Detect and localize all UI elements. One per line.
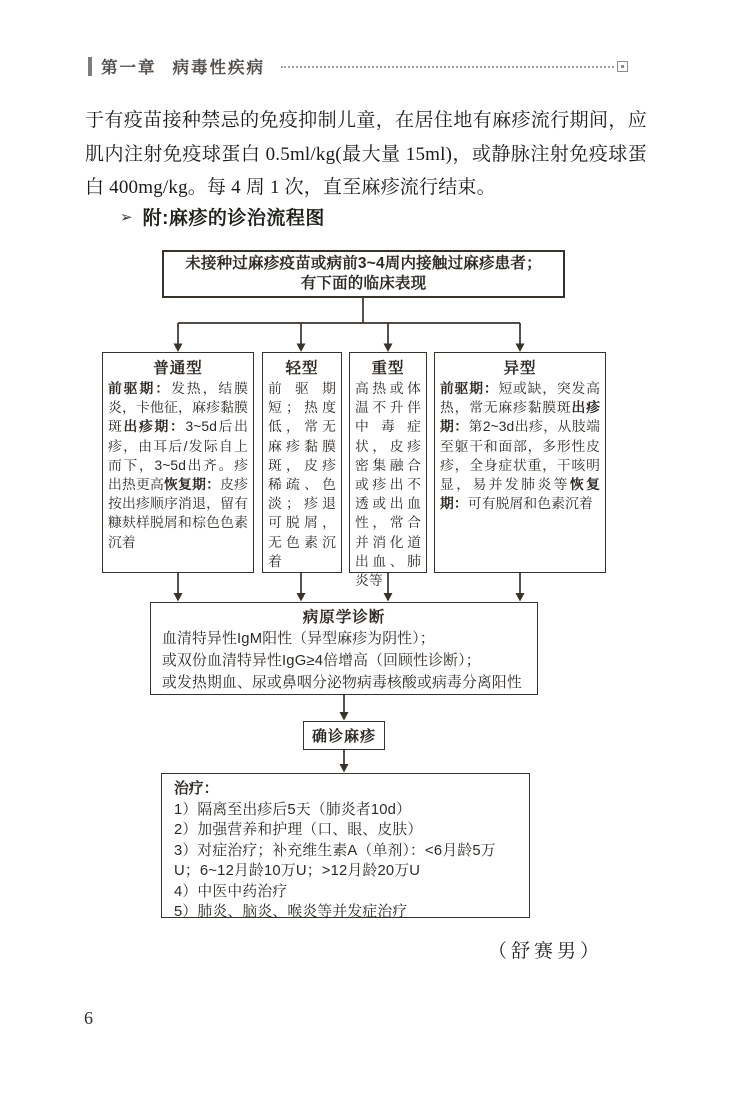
stage-text: 前驱期短；热度低，常无麻疹黏膜斑，皮疹稀疏、色淡；疹退可脱屑，无色素沉着 [268, 381, 336, 569]
author-attribution: （舒赛男） [487, 941, 603, 962]
chapter-title: 病毒性疾病 [172, 59, 265, 77]
stage-label: 前驱期： [108, 381, 172, 396]
stage-label: 出疹期： [440, 400, 600, 435]
treatment-item: 5）肺炎、脑炎、喉炎等并发症治疗 [174, 904, 408, 920]
type-body [108, 379, 248, 552]
type-body [268, 379, 336, 571]
attachment-title: 附:麻疹的诊治流程图 [142, 208, 325, 229]
treatment-box [161, 773, 530, 918]
arrow-bullet-icon: ➢ [120, 208, 133, 226]
type-title: 异型 [503, 360, 537, 377]
type-box-atypical [434, 352, 606, 573]
chapter-marker-bar [88, 57, 92, 76]
attachment-heading [120, 203, 325, 230]
entry-line-2: 有下面的临床表现 [300, 275, 427, 292]
diagnosis-line: 或发热期血、尿或鼻咽分泌物病毒核酸或病毒分离阳性 [162, 675, 522, 691]
chapter-header [88, 54, 628, 78]
intro-paragraph: 于有疫苗接种禁忌的免疫抑制儿童，在居住地有麻疹流行期间，应肌内注射免疫球蛋白 0.5ml/kg(最大量 15ml)，或静脉注射免疫球蛋白 400mg/kg。每 4 周 1 次，直至麻疹流行结束。 [85, 110, 647, 198]
stage-label: 前驱期： [440, 381, 499, 396]
stage-text: 皮疹按出疹顺序消退，留有糠麸样脱屑和棕色色素沉着 [108, 477, 249, 550]
type-box-common [102, 352, 254, 573]
diagnosis-line: 血清特异性IgM阳性（异型麻疹为阴性）； [162, 631, 435, 647]
type-body [355, 379, 421, 590]
treatment-item: 3）对症治疗；补充维生素A（单剂）：<6月龄5万U；6~12月龄10万U；>12月龄20万U [174, 842, 496, 879]
dotted-rule [281, 66, 614, 68]
stage-text: 高热或体温不升伴中毒症状，皮疹密集融合或疹出不透或出血性，常合并消化道出血、肺炎等 [355, 381, 421, 589]
stage-text: 3~5d后出疹，由耳后/发际自上而下，3~5d出齐。疹出热更高 [108, 419, 248, 493]
flowchart-entry-box [162, 250, 565, 298]
type-title: 轻型 [285, 360, 319, 377]
flowchart [0, 245, 730, 937]
treatment-label: 治疗： [174, 781, 219, 797]
type-body [440, 379, 600, 513]
entry-line-1: 未接种过麻疹疫苗或病前3~4周内接触过麻疹患者； [185, 254, 542, 272]
stage-label: 恢复期： [164, 477, 221, 493]
stage-text: 短或缺，突发高热，常无麻疹黏膜斑 [440, 381, 600, 416]
chapter-number: 第一章 [101, 59, 157, 77]
square-dot-ornament-icon [617, 61, 628, 72]
stage-label: 出疹期： [123, 419, 186, 435]
treatment-item: 4）中医中药治疗 [174, 883, 288, 900]
diagnosis-title: 病原学诊断 [302, 609, 386, 626]
stage-label: 恢复期： [440, 477, 600, 512]
stage-text: 发热，结膜炎，卡他征，麻疹黏膜斑 [108, 381, 249, 435]
treatment-item: 1）隔离至出疹后5天（肺炎者10d） [174, 801, 412, 818]
confirm-diagnosis-box: 确诊麻疹 [303, 721, 385, 750]
stage-text: 第2~3d出疹，从肢端至躯干和面部，多形性皮疹，全身症状重，干咳明显，易并发肺炎等 [440, 419, 600, 493]
stage-text: 可有脱屑和色素沉着 [467, 496, 593, 512]
diagnosis-box [150, 602, 538, 695]
treatment-item: 2）加强营养和护理（口、眼、皮肤） [174, 822, 423, 838]
type-box-mild [262, 352, 342, 573]
diagnosis-line: 或双份血清特异性IgG≥4倍增高（回顾性诊断）； [162, 653, 481, 669]
type-title: 重型 [371, 360, 405, 377]
type-box-severe [349, 352, 427, 589]
page-number: 6 [84, 1008, 93, 1028]
type-title: 普通型 [153, 360, 203, 377]
